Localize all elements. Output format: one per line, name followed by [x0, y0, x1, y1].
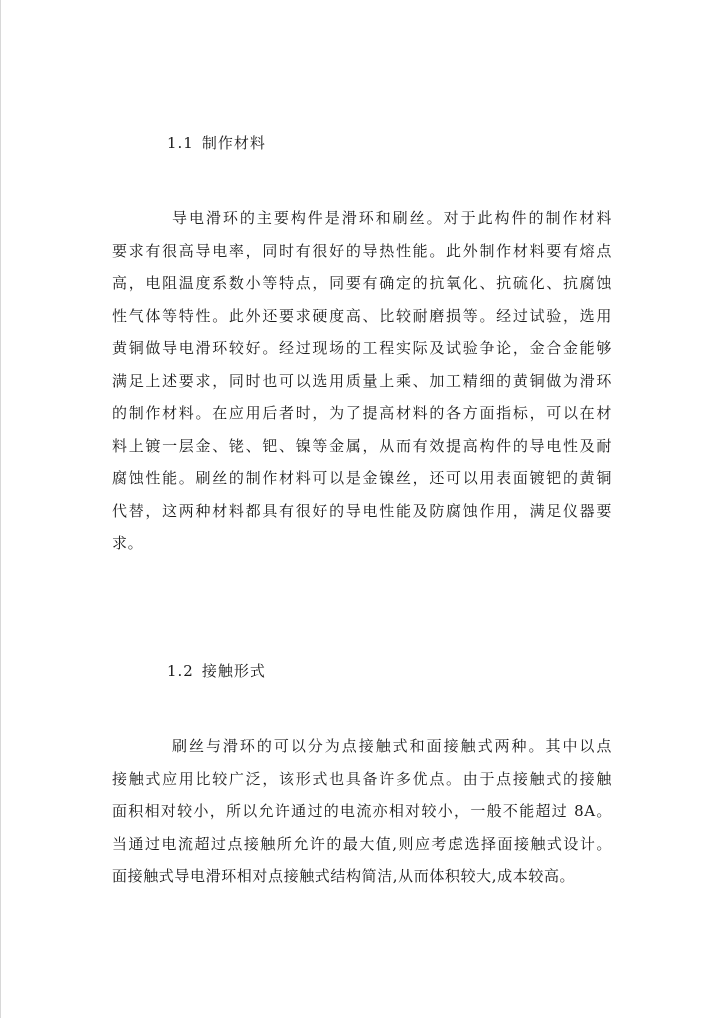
paragraph-line: 代替，这两种材料都具有很好的导电性能及防腐蚀作用，满足仪器要 [112, 501, 612, 520]
paragraph-line: 性气体等特性。此外还要求硬度高、比较耐磨损等。经过试验，选用 [112, 306, 612, 325]
section-heading-1-2 [167, 660, 266, 681]
paragraph-line: 刷丝与滑环的可以分为点接触式和面接触式两种。其中以点 [172, 737, 612, 755]
section-number: 1.1 [167, 134, 194, 152]
paragraph-line: 黄铜做导电滑环较好。经过现场的工程实际及试验争论，金合金能够 [112, 339, 612, 357]
paragraph-line: 接触式应用比较广泛，该形式也具备许多优点。由于点接触式的接触 [112, 769, 612, 788]
paragraph-contact-form [112, 730, 612, 893]
paragraph-line: 导电滑环的主要构件是滑环和刷丝。对于此构件的制作材料 [172, 209, 612, 227]
paragraph-line: 当通过电流超过点接触所允许的最大值,则应考虑选择面接触式设计。 [112, 834, 612, 853]
paragraph-materials [112, 202, 612, 560]
paragraph-line: 面接触式导电滑环相对点接触式结构简洁,从而体积较大,成本较高。 [112, 867, 576, 885]
section-title: 制作材料 [201, 134, 266, 152]
paragraph-line: 要求有很高导电率，同时有很好的导热性能。此外制作材料要有熔点 [112, 241, 612, 260]
paragraph-line: 满足上述要求，同时也可以选用质量上乘、加工精细的黄铜做为滑环 [112, 371, 612, 390]
paragraph-line: 高，电阻温度系数小等特点，同要有确定的抗氧化、抗硫化、抗腐蚀 [112, 274, 612, 292]
section-title: 接触形式 [201, 662, 266, 680]
paragraph-line: 的制作材料。在应用后者时，为了提高材料的各方面指标，可以在材 [112, 404, 612, 422]
paragraph-line: 面积相对较小，所以允许通过的电流亦相对较小，一般不能超过 8A。 [112, 802, 612, 820]
paragraph-line: 求。 [112, 534, 144, 552]
section-heading-1-1 [167, 132, 266, 153]
section-number: 1.2 [167, 662, 194, 680]
paragraph-line: 料上镀一层金、铑、钯、镍等金属，从而有效提高构件的导电性及耐 [112, 436, 612, 455]
paragraph-line: 腐蚀性能。刷丝的制作材料可以是金镍丝，还可以用表面镀钯的黄铜 [112, 469, 612, 487]
